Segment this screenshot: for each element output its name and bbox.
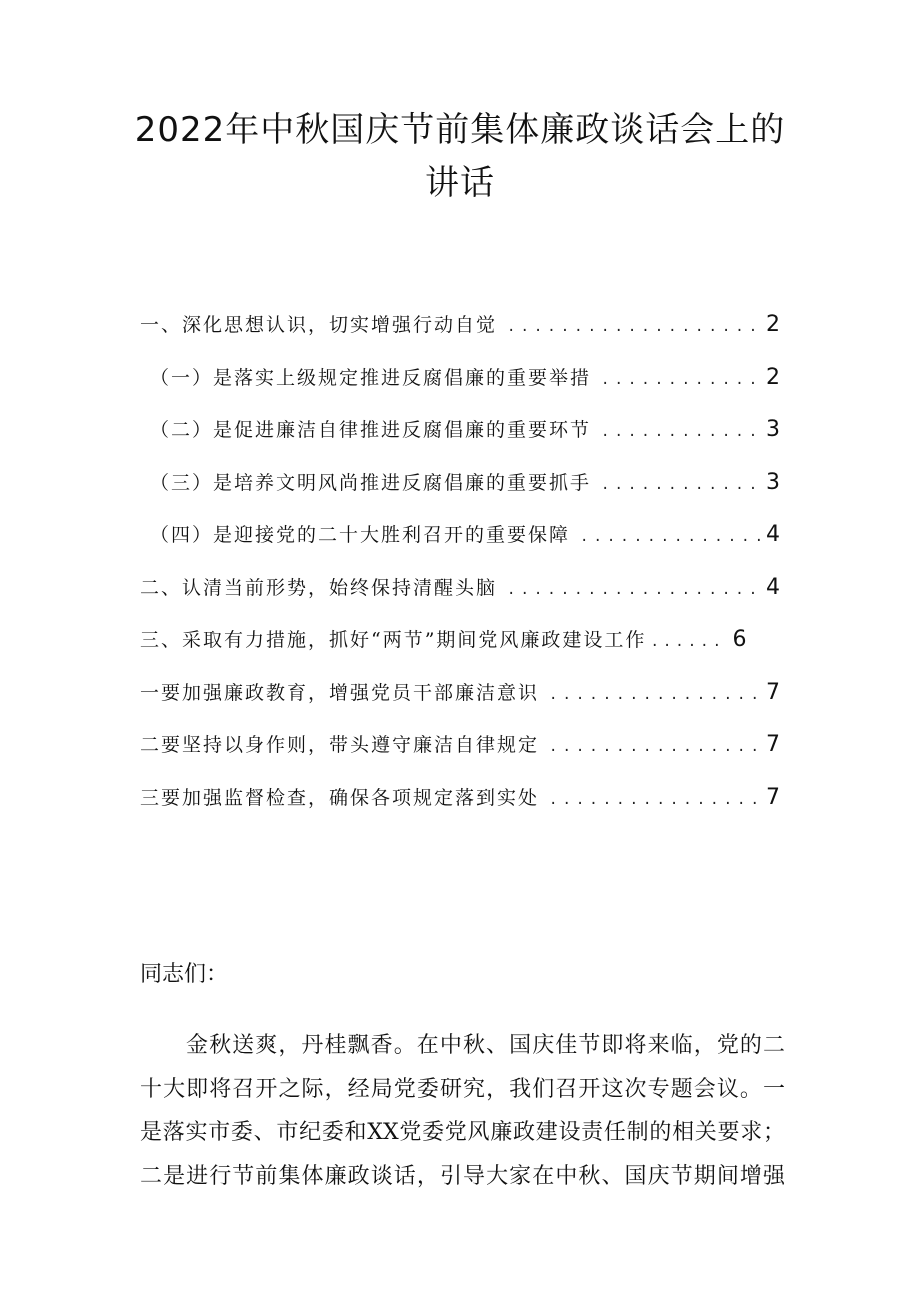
body-text-line: 二是进行节前集体廉政谈话，引导大家在中秋、国庆节期间增强 — [140, 1163, 785, 1189]
toc-entry-text: （二）是促进廉洁自律推进反腐倡廉的重要环节 — [150, 419, 592, 441]
toc-page-number: 2 — [766, 312, 780, 337]
toc-page-number: 7 — [766, 784, 780, 810]
toc-leader-dots — [601, 372, 762, 388]
toc-entry-section-1-1[interactable] — [140, 363, 780, 416]
toc-leader-dots — [650, 634, 728, 650]
toc-leader-dots — [601, 424, 762, 440]
toc-entry-section-3-2[interactable] — [140, 730, 780, 783]
toc-entry-section-3[interactable] — [140, 625, 780, 678]
body-text-line: 金秋送爽，丹桂飘香。在中秋、国庆佳节即将来临，党的二 — [186, 1033, 785, 1058]
toc-entry-text: 三要加强监督检查，确保各项规定落到实处 — [140, 786, 540, 809]
salutation: 同志们： — [140, 962, 229, 987]
body-text-line: 是落实市委、市纪委和XX党委党风廉政建设责任制的相关要求； — [140, 1120, 785, 1145]
toc-leader-dots — [507, 319, 762, 335]
toc-entry-text: 二、认清当前形势，始终保持清醒头脑 — [140, 576, 498, 599]
toc-entry-text: （三）是培养文明风尚推进反腐倡廉的重要抓手 — [150, 471, 592, 494]
toc-page-number: 4 — [766, 574, 780, 600]
table-of-contents — [140, 310, 780, 835]
toc-entry-text: （四）是迎接党的二十大胜利召开的重要保障 — [150, 524, 571, 546]
toc-page-number: 3 — [766, 417, 780, 442]
document-title-line-2: 讲话 — [425, 163, 495, 203]
toc-page-number: 6 — [732, 627, 747, 652]
toc-entry-section-3-1[interactable] — [140, 678, 780, 731]
toc-leader-dots — [549, 792, 762, 808]
toc-entry-text: 二要坚持以身作则，带头遵守廉洁自律规定 — [140, 734, 540, 756]
toc-leader-dots — [549, 687, 762, 703]
body-paragraph — [140, 1024, 785, 1198]
toc-entry-text: 一要加强廉政教育，增强党员干部廉洁意识 — [140, 681, 540, 704]
body-text-line: 十大即将召开之际，经局党委研究，我们召开这次专题会议。一 — [140, 1076, 785, 1102]
toc-entry-section-1[interactable] — [140, 310, 780, 363]
toc-entry-text: （一）是落实上级规定推进反腐倡廉的重要举措 — [150, 366, 592, 389]
toc-entry-section-1-4[interactable] — [140, 520, 780, 573]
toc-leader-dots — [507, 582, 762, 598]
toc-page-number: 2 — [766, 364, 780, 390]
toc-page-number: 4 — [766, 522, 780, 547]
document-title-line-1: 2022年中秋国庆节前集体廉政谈话会上的 — [134, 110, 786, 150]
toc-leader-dots — [601, 477, 762, 493]
toc-entry-text: 一、深化思想认识，切实增强行动自觉 — [140, 314, 498, 336]
toc-entry-section-1-2[interactable] — [140, 415, 780, 468]
toc-entry-text: 三、采取有力措施，抓好“两节”期间党风廉政建设工作 — [140, 629, 647, 651]
toc-entry-section-3-3[interactable] — [140, 783, 780, 836]
toc-leader-dots — [580, 529, 762, 545]
toc-page-number: 7 — [766, 732, 780, 757]
toc-page-number: 3 — [766, 469, 780, 495]
toc-leader-dots — [549, 739, 762, 755]
toc-entry-section-2[interactable] — [140, 573, 780, 626]
toc-entry-section-1-3[interactable] — [140, 468, 780, 521]
toc-page-number: 7 — [766, 679, 780, 705]
